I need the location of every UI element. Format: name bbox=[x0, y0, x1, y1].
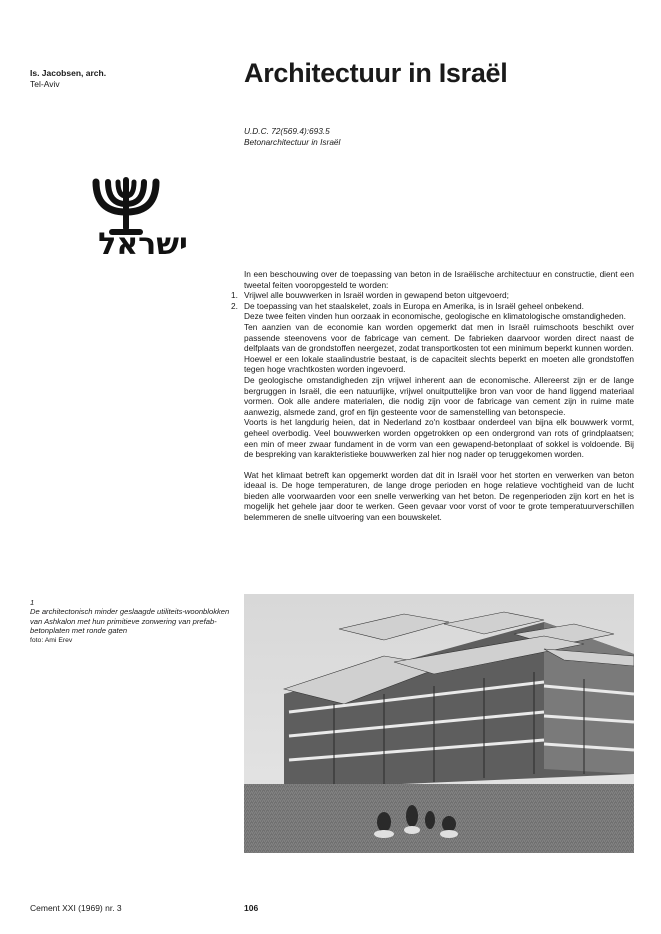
body-paragraph: Deze twee feiten vinden hun oorzaak in economische, geologische en klimatologische omstandigheden. bbox=[244, 311, 626, 322]
udc-subject: Betonarchitectuur in Israël bbox=[244, 137, 341, 147]
article-title: Architectuur in Israël bbox=[244, 58, 508, 88]
footer-journal: Cement XXI (1969) nr. 3 bbox=[30, 903, 122, 913]
figure-number: 1 bbox=[30, 598, 35, 607]
figure-caption bbox=[30, 598, 230, 645]
apartment-block-photo bbox=[244, 594, 634, 853]
caption-text: De architectonisch minder geslaagde utiliteits-woonblokken van Ashkalon met hun primitieve zonwering van prefab-betonplaten met ronde gaten bbox=[30, 607, 230, 636]
figure-photo bbox=[244, 594, 634, 853]
photo-credit: foto: Ami Erev bbox=[30, 636, 73, 644]
body-paragraph: Hoewel er een lokale staalindustrie bestaat, is de capaciteit slechts beperkt en moeten alle grondstoffen tegen hoge vrachtkosten worden ingevoerd. bbox=[244, 353, 634, 375]
list-item: 2. De toepassing van het staalskelet, zoals in Europa en Amerika, is in Israël geheel onbekend. bbox=[231, 300, 584, 311]
article-udc-block bbox=[244, 126, 340, 148]
menorah-icon bbox=[68, 170, 218, 265]
body-paragraph: De geologische omstandigheden zijn vrijwel inherent aan de economische. Allereerst zijn er de lange bergruggen in Israël, die een natuurlijke, vrijwel onuitputtelijke bron van voor de hand liggend materiaal vormen. Ook alle andere materialen, die nodig zijn voor de fabricage van cement zijn in ruime mate aanwezig, alsmede zand, grof en fijn gesteente voor de samenstelling van betonspecie. bbox=[244, 374, 634, 417]
article-body bbox=[231, 269, 634, 523]
body-paragraph: Ten aanzien van de economie kan worden opgemerkt dat men in Israël ruimschoots beschikt over passende steenovens voor de fabricage van cement. De fabrieken daarvoor worden direct naast de delfplaats van de grondstoffen neergezet, zodat transportkosten tot een minimum beperkt kunnen worden. bbox=[244, 321, 634, 354]
list-item: 1. Vrijwel alle bouwwerken in Israël worden in gewapend beton uitgevoerd; bbox=[231, 290, 509, 301]
author-name: Is. Jacobsen, arch. bbox=[30, 68, 107, 78]
page-number: 106 bbox=[244, 903, 259, 913]
logo-wordmark: ישראל bbox=[98, 227, 188, 262]
author-city: Tel-Aviv bbox=[30, 79, 60, 89]
body-paragraph: Voorts is het langdurig heien, dat in Nederland zo'n kostbaar onderdeel van bijna elk bouwwerk vormt, geheel overbodig. Veel bouwwerken worden opgetrokken op een ondergrond van rots of grindplaatsen; een min of meer zwaar fundament in de vorm van een gewapend-betonplaat of sokkel is voldoende. Bij de bespreking van karakteristieke bouwwerken zal hier nog nader op teruggekomen worden. bbox=[244, 417, 634, 460]
climate-paragraph: Wat het klimaat betreft kan opgemerkt worden dat dit in Israël voor het storten en verwerken van beton ideaal is. De hoge temperaturen, de lange droge perioden en hoge relatieve vochtigheid van de lucht bieden alle voorwaarden voor een snelle verwerking van het beton. De regenperioden zijn kort en het is mogelijk het gehele jaar door te werken. Geen gevaar voor vorst of voor te grote temperatuurverschillen belemmeren de snelle uitvoering van een bouwskelet. bbox=[244, 469, 634, 523]
udc-code: U.D.C. 72(569.4):693.5 bbox=[244, 126, 330, 136]
israel-menorah-logo bbox=[68, 170, 218, 265]
intro-paragraph: In een beschouwing over de toepassing van beton in de Israëlische architectuur en constructie, dient een tweetal feiten vooropgesteld te worden: bbox=[244, 269, 634, 290]
